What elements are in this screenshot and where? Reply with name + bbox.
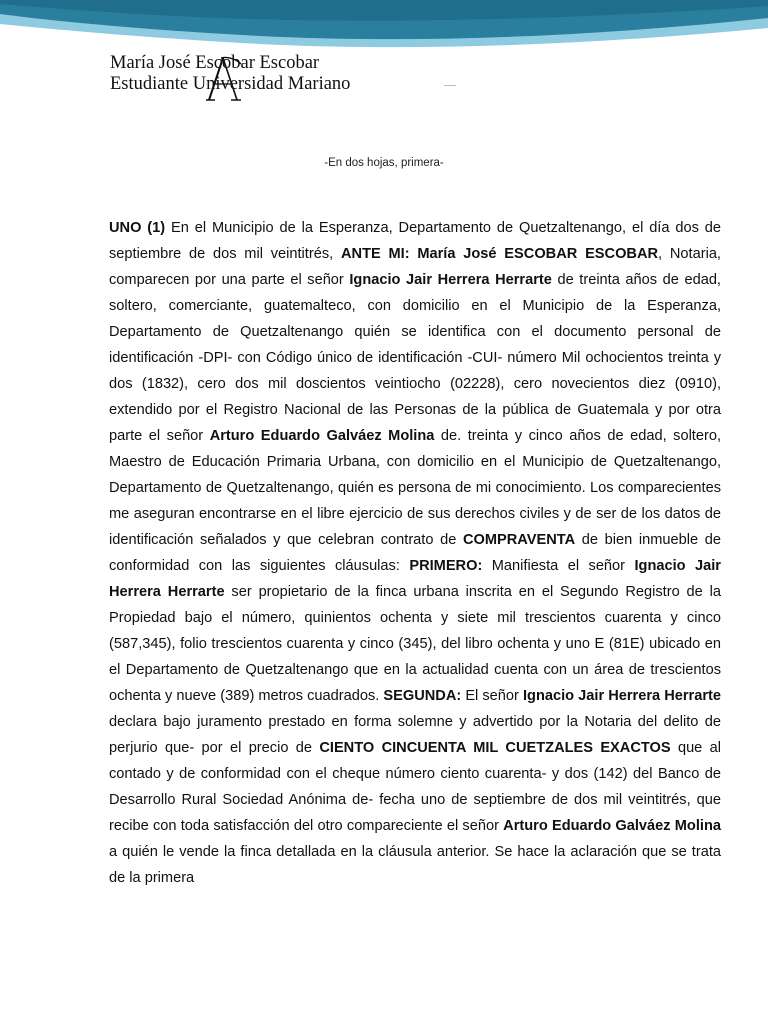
text-bold: PRIMERO: bbox=[409, 558, 483, 574]
letterhead-subtitle: Estudiante Universidad Mariano bbox=[110, 74, 351, 94]
text-span: , Notaria, comparecen por una parte el señor bbox=[109, 246, 721, 288]
text-bold: Arturo Eduardo Galváez Molina bbox=[209, 428, 435, 444]
text-bold: COMPRAVENTA bbox=[462, 532, 576, 548]
text-span: El señor bbox=[461, 688, 523, 704]
text-span: declara bajo juramento prestado en forma solemne y advertido por la Notaria del delito de perjurio que- por el precio de bbox=[109, 714, 721, 756]
text-span: de. treinta y cinco años de edad, soltero, Maestro de Educación Primaria Urbana, con domicilio en el Municipio de Quetzaltenango, Departamento de Quetzaltenango, quién es persona de mi conocimiento. Los comparecientes me aseguran encontrarse en el libre ejercicio de sus derechos civiles y de ser de los datos de identificación señalados y que celebran contrato de bbox=[109, 428, 722, 548]
text-bold: Ignacio Jair Herrera Herrarte bbox=[109, 558, 721, 600]
text-bold: ANTE MI: María José ESCOBAR ESCOBAR bbox=[340, 246, 659, 262]
text-span: que al contado y de conformidad con el cheque número ciento cuarenta- y dos (142) del Banco de Desarrollo Rural Sociedad Anónima de- fecha uno de septiembre de dos mil veintitrés, que recibe con toda satisfacción del otro compareciente el señor bbox=[109, 740, 721, 834]
decorative-dash bbox=[444, 85, 456, 86]
document-body bbox=[109, 215, 721, 891]
text-span: de treinta años de edad, soltero, comerciante, guatemalteco, con domicilio en el Municipio de la Esperanza, Departamento de Quetzaltenango quién se identifica con el documento personal de identificación -DPI- con Código único de identificación -CUI- número Mil ochocientos treinta y dos (1832), cero dos mil doscientos veintiocho (02228), cero novecientos diez (0910), extendido por el Registro Nacional de las Personas de la pública de Guatemala y por otra parte el señor bbox=[109, 272, 721, 444]
text-bold: Ignacio Jair Herrera Herrarte bbox=[522, 688, 722, 704]
text-span: En el Municipio de la Esperanza, Departamento de Quetzaltenango, el día dos de septiembre de dos mil veintitrés, bbox=[109, 220, 721, 262]
text-span: de bien inmueble de conformidad con las siguientes cláusulas: bbox=[109, 532, 721, 574]
text-bold: Arturo Eduardo Galváez Molina bbox=[503, 818, 721, 834]
text-bold: CIENTO CINCUENTA MIL CUETZALES EXACTOS bbox=[319, 740, 671, 756]
text-span: Manifiesta el señor bbox=[482, 558, 635, 574]
letterhead-name: María José Escobar Escobar bbox=[110, 53, 320, 73]
text-bold: UNO (1) bbox=[109, 220, 166, 236]
text-span: a quién le vende la finca detallada en la cláusula anterior. Se hace la aclaración que se trata de la primera bbox=[109, 844, 721, 886]
text-bold: SEGUNDA: bbox=[383, 688, 462, 704]
page-note: -En dos hojas, primera- bbox=[324, 157, 444, 169]
notary-logo-icon bbox=[203, 54, 243, 104]
header-wave-banner bbox=[0, 0, 768, 60]
letterhead bbox=[110, 53, 410, 95]
text-bold: Ignacio Jair Herrera Herrarte bbox=[349, 272, 552, 288]
text-span: ser propietario de la finca urbana inscrita en el Segundo Registro de la Propiedad bajo el número, quinientos ochenta y siete mil trescientos cuarenta y cinco (587,345), folio trescientos cuarenta y cinco (345), del libro ochenta y uno E (81E) ubicado en el Departamento de Quetzaltenango que en la actualidad cuenta con un área de trescientos ochenta y nueve (389) metros cuadrados. bbox=[109, 584, 721, 704]
